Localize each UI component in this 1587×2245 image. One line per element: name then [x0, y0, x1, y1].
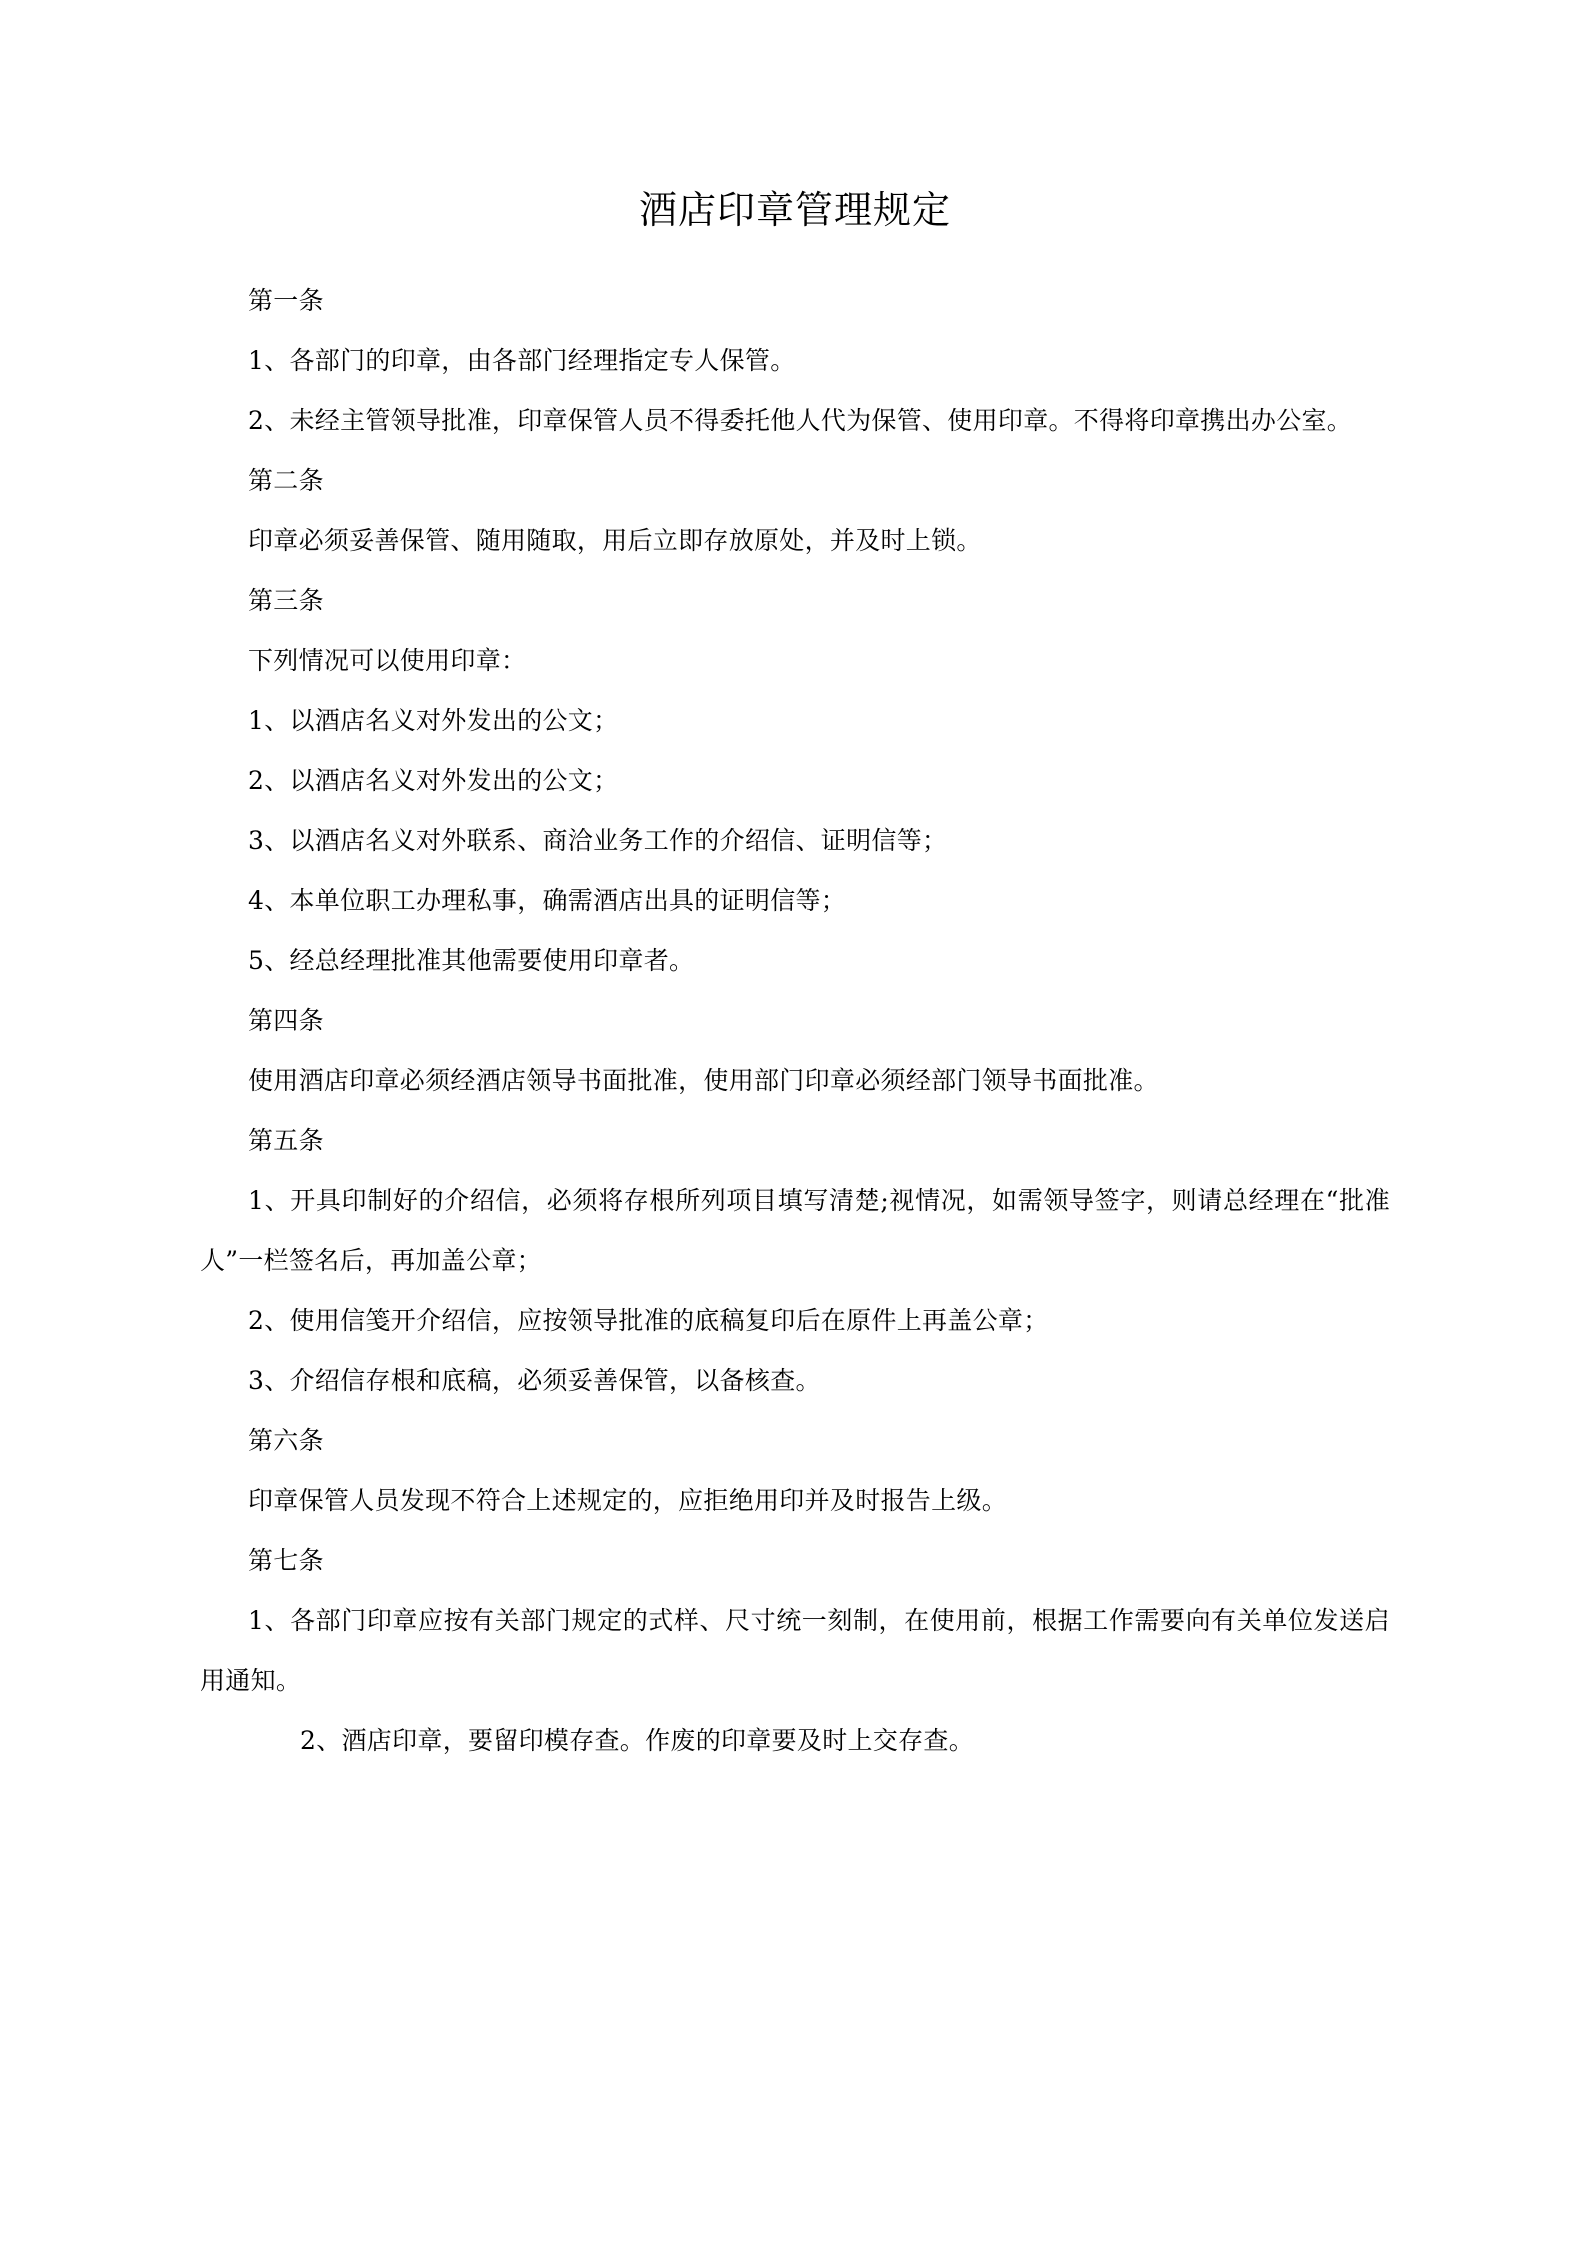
article-3-item-1: 1、以酒店名义对外发出的公文；: [248, 706, 619, 736]
article-3-heading: 第三条: [248, 586, 324, 616]
article-5-item-2: 2、使用信笺开介绍信，应按领导批准的底稿复印后在原件上再盖公章；: [248, 1306, 1049, 1336]
article-1-item-2: 2、未经主管领导批准，印章保管人员不得委托他人代为保管、使用印章。不得将印章携出办公室。: [248, 406, 1353, 436]
article-4-heading: 第四条: [248, 1006, 324, 1036]
article-6-body: 印章保管人员发现不符合上述规定的，应拒绝用印并及时报告上级。: [248, 1486, 1008, 1516]
article-3-item-4: 4、本单位职工办理私事，确需酒店出具的证明信等；: [248, 886, 847, 916]
article-6-heading: 第六条: [248, 1426, 324, 1456]
article-7-item-2: 2、酒店印章，要留印模存查。作废的印章要及时上交存查。: [300, 1726, 975, 1756]
article-2-body: 印章必须妥善保管、随用随取，用后立即存放原处，并及时上锁。: [248, 526, 982, 556]
article-3-item-3: 3、以酒店名义对外联系、商洽业务工作的介绍信、证明信等；: [248, 826, 948, 856]
article-2-heading: 第二条: [248, 466, 324, 496]
article-3-item-2: 2、以酒店名义对外发出的公文；: [248, 766, 619, 796]
article-7-item-1: 1、各部门印章应按有关部门规定的式样、尺寸统一刻制，在使用前，根据工作需要向有关单位发送启用通知。: [200, 1606, 1390, 1696]
article-3-item-5: 5、经总经理批准其他需要使用印章者。: [248, 946, 695, 976]
document-content: [200, 0, 1390, 1771]
article-1-heading: 第一条: [248, 286, 324, 316]
article-1-item-1: 1、各部门的印章，由各部门经理指定专人保管。: [248, 346, 796, 376]
page-title: 酒店印章管理规定: [638, 188, 951, 232]
article-5-item-1: 1、开具印制好的介绍信，必须将存根所列项目填写清楚;视情况，如需领导签字，则请总经理在“批准人”一栏签名后，再加盖公章；: [200, 1186, 1390, 1276]
document-body: [200, 271, 1390, 1771]
article-3-intro: 下列情况可以使用印章：: [248, 646, 527, 676]
article-5-heading: 第五条: [248, 1126, 324, 1156]
article-5-item-3: 3、介绍信存根和底稿，必须妥善保管，以备核查。: [248, 1366, 821, 1396]
article-7-heading: 第七条: [248, 1546, 324, 1576]
article-4-body: 使用酒店印章必须经酒店领导书面批准，使用部门印章必须经部门领导书面批准。: [248, 1066, 1159, 1096]
